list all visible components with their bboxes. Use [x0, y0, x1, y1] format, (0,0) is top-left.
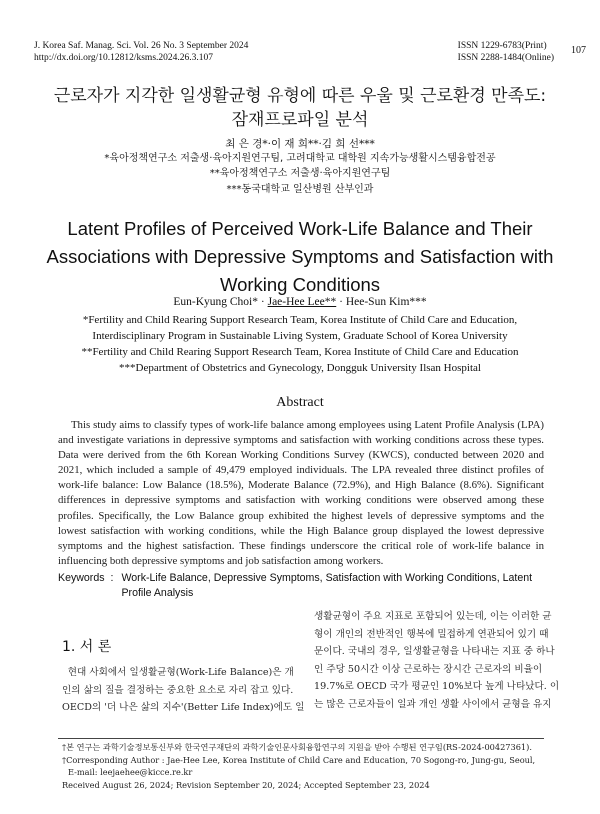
funding-note: †본 연구는 과학기술정보통신부와 한국연구재단의 과학기술인문사회융합연구의 지원을 받아 수행된 연구임(RS-2024-00427361). — [62, 742, 532, 752]
korean-title-line-2: 잠재프로파일 분석 — [231, 110, 369, 130]
author-3: Hee-Sun Kim*** — [345, 296, 427, 308]
korean-title — [0, 84, 600, 132]
doi-link[interactable]: http://dx.doi.org/10.12812/ksms.2024.26.3.107 — [34, 53, 214, 63]
body-line: 형이 개인의 전반적인 행복에 밀접하게 연관되어 있기 때 — [314, 628, 549, 640]
author-separator: · — [258, 296, 268, 308]
korean-affiliation-1: *육아정책연구소 저출생·육아지원연구팀, 고려대학교 대학원 지속가능생활시스템융합전공 — [104, 153, 496, 164]
journal-header — [34, 40, 248, 64]
body-line: 는 많은 근로자들이 일과 개인 생활 사이에서 균형을 유지 — [314, 698, 552, 710]
body-column-right — [314, 608, 560, 714]
email-note[interactable]: E-mail: leejaehee@kicce.re.kr — [68, 767, 193, 778]
english-title-line-2: Associations with Depressive Symptoms and Satisfaction with — [46, 246, 554, 267]
page-number: 107 — [571, 45, 586, 56]
footnote-divider — [58, 738, 544, 739]
journal-citation: J. Korea Saf. Manag. Sci. Vol. 26 No. 3 September 2024 — [34, 41, 249, 51]
keywords-label: Keywords — [58, 572, 105, 584]
issn-online: ISSN 2288-1484(Online) — [457, 53, 554, 63]
english-title-line-1: Latent Profiles of Perceived Work-Life Balance and Their — [67, 218, 533, 239]
author-1: Eun-Kyung Choi* — [173, 296, 258, 308]
body-line: 19.7%로 OECD 국가 평균인 10%보다 높게 나타났다. 이 — [314, 681, 560, 693]
body-line: 현대 사회에서 일생활균형(Work-Life Balance)은 개 — [67, 667, 294, 678]
english-authors — [0, 296, 600, 308]
issn-print: ISSN 1229-6783(Print) — [457, 41, 547, 51]
english-title-line-3: Working Conditions — [219, 274, 381, 295]
body-line: 인 주당 50시간 이상 근로하는 장시간 근로자의 비율이 — [314, 663, 543, 675]
korean-authors: 최 은 경*·이 재 희**·김 희 선*** — [225, 138, 375, 150]
author-separator: · — [336, 296, 346, 308]
body-line: OECD의 '더 나은 삶의 지수'(Better Life Index)에도 일 — [62, 702, 305, 714]
english-affiliation-1: *Fertility and Child Rearing Support Research Team, Korea Institute of Child Care and Education, — [82, 314, 518, 326]
keywords-list: Work-Life Balance, Depressive Symptoms, Satisfaction with Working Conditions, Latent Profile Analysis — [121, 572, 533, 599]
received-dates: Received August 26, 2024; Revision September 20, 2024; Accepted September 23, 2024 — [62, 779, 430, 790]
korean-title-line-1: 근로자가 지각한 일생활균형 유형에 따른 우울 및 근로환경 만족도: — [53, 86, 547, 106]
issn-block — [458, 40, 554, 64]
body-line: 인의 삶의 질을 결정하는 중요한 요소로 자리 잡고 있다. — [62, 684, 294, 696]
korean-affiliation-3: ***동국대학교 일산병원 산부인과 — [226, 184, 374, 195]
abstract-body: This study aims to classify types of work-life balance among employees using Latent Profile Analysis (LPA) and investigate variations in depressive symptoms and satisfaction with working conditions across these types. Data were derived from the 6th Korean Working Conditions Survey (KWCS), conducted between 2020 and 2021, which included a sample of 49,479 employed individuals. The LPA revealed three distinct profiles of work-life balance: Low Balance (18.5%), Moderate Balance (72.9%), and High Balance (8.6%). Significant differences in depressive symptoms and satisfaction with working conditions were observed among these profiles. Specifically, the Low Balance group exhibited the highest levels of depressive symptoms and the lowest satisfaction with working conditions, while the High Balance group displayed the lowest depressive symptoms and the highest satisfaction. These findings underscore the critical role of work-life balance in influencing both depressive symptoms and job satisfaction among workers. — [58, 419, 544, 567]
body-column-left — [62, 664, 305, 717]
korean-affiliation-2: **육아정책연구소 저출생·육아지원연구팀 — [209, 168, 391, 179]
abstract-heading: Abstract — [276, 395, 324, 410]
section-heading-introduction: 1. 서 론 — [62, 639, 112, 655]
body-line: 문이다. 국내의 경우, 일생활균형을 나타내는 지표 중 하나 — [314, 646, 555, 658]
corresponding-author[interactable]: Jae-Hee Lee** — [267, 296, 337, 308]
corresponding-author-note: †Corresponding Author : Jae-Hee Lee, Korea Institute of Child Care and Education, 70 Sogong-ro, Jung-gu, Seoul, — [62, 754, 536, 765]
english-affiliation-1-cont: Interdisciplinary Program in Sustainable Living System, Graduate School of Korea University — [92, 330, 508, 342]
english-affiliation-3: ***Department of Obstetrics and Gynecology, Dongguk University Ilsan Hospital — [119, 362, 481, 374]
keywords — [58, 571, 548, 601]
english-affiliation-2: **Fertility and Child Rearing Support Research Team, Korea Institute of Child Care and Education — [81, 346, 519, 358]
keywords-separator: : — [110, 572, 114, 584]
footnotes — [62, 741, 552, 791]
english-title — [0, 215, 600, 299]
body-line: 생활균형이 주요 지표로 포함되어 있는데, 이는 이러한 균 — [314, 611, 552, 622]
